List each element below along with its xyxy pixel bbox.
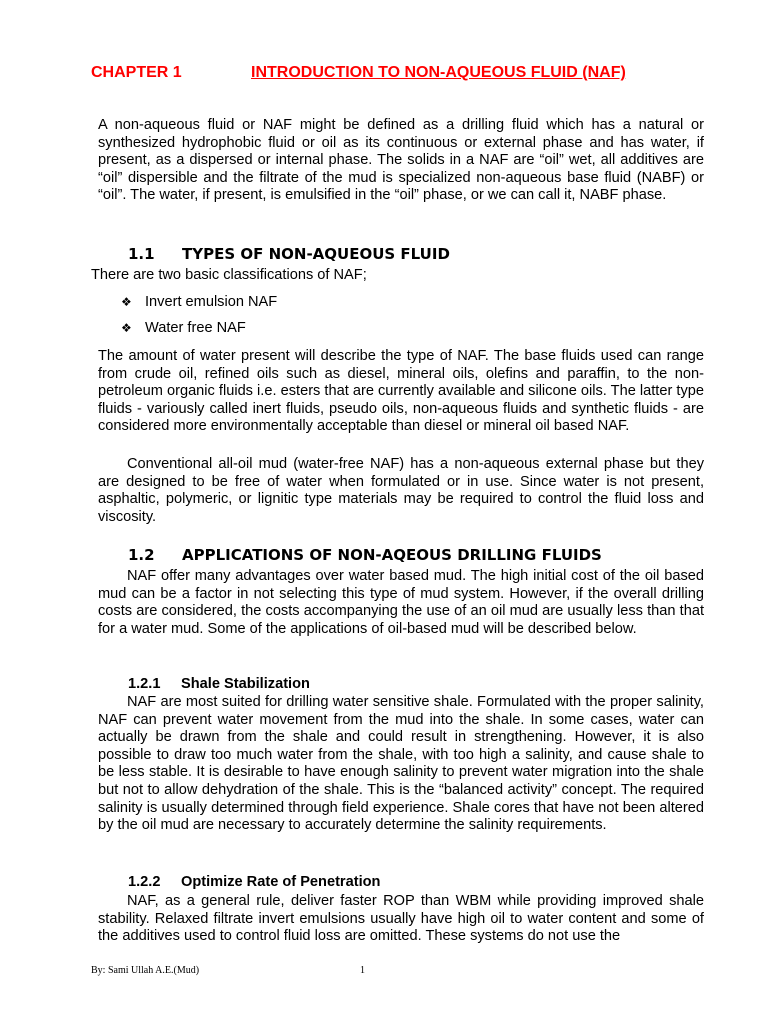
bullet-text: Water free NAF	[145, 320, 246, 336]
section-title: APPLICATIONS OF NON-AQEOUS DRILLING FLUIDS	[182, 546, 602, 564]
intro-paragraph: A non-aqueous fluid or NAF might be defined as a drilling fluid which has a natural or synthesized hydrophobic fluid or oil as its continuous or external phase and has water, if present, as a dispersed or internal phase. The solids in a NAF are “oil” wet, all additives are “oil” dispersible and the filtrate of the mud is specialized non-aqueous base fluid (NABF) or “oil”. The water, if present, is emulsified in the “oil” phase, or we can call it, NABF phase.	[98, 117, 704, 204]
section-number: 1.2.1	[128, 676, 161, 692]
all-oil-mud-paragraph: Conventional all-oil mud (water-free NAF) has a non-aqueous external phase but they are designed to be free of water when formulated or in use. Since water is not present, asphaltic, polymeric, or lignitic type materials may be required to control the fluid loss and viscosity.	[98, 456, 704, 525]
bullet-item	[121, 320, 246, 336]
chapter-title: INTRODUCTION TO NON-AQUEOUS FLUID (NAF)	[251, 64, 626, 81]
section-title: TYPES OF NON-AQUEOUS FLUID	[182, 245, 450, 263]
bullet-text: Invert emulsion NAF	[145, 294, 278, 310]
section-title: Optimize Rate of Penetration	[181, 874, 381, 890]
diamond-bullet-icon: ❖	[121, 295, 132, 309]
section-title: Shale Stabilization	[181, 676, 310, 692]
section-1-2-heading	[128, 546, 602, 564]
section-number: 1.1	[128, 245, 155, 263]
bullet-item	[121, 294, 277, 310]
section-number: 1.2	[128, 546, 155, 564]
diamond-bullet-icon: ❖	[121, 321, 132, 335]
classification-lead: There are two basic classifications of NAF;	[91, 267, 367, 283]
section-1-1-heading	[128, 245, 450, 263]
section-1-2-2-heading	[128, 874, 380, 890]
types-paragraph: The amount of water present will describe the type of NAF. The base fluids used can range from crude oil, refined oils such as diesel, mineral oils, olefins and paraffin, to the non-petroleum organic fluids i.e. esters that are currently available and silicone oils. The latter type fluids - variously called inert fluids, pseudo oils, non-aqueous fluids and synthetic fluids - are considered more environmentally acceptable than diesel or mineral oil based NAF.	[98, 348, 704, 435]
page-number: 1	[360, 965, 365, 976]
chapter-number: CHAPTER 1	[91, 64, 182, 81]
section-number: 1.2.2	[128, 874, 161, 890]
shale-stabilization-paragraph: NAF are most suited for drilling water sensitive shale. Formulated with the proper salinity, NAF can prevent water movement from the mud into the shale. In some cases, water can actually be drawn from the shale and could result in strengthening. However, it is also possible to draw too much water from the shale, with too high a salinity, and cause shale to be less stable. It is desirable to have enough salinity to prevent water migration into the shale but not to allow dehydration of the shale. This is the “balanced activity” concept. The required salinity is usually determined through field experience. Shale cores that have not been altered by the oil mud are necessary to accurately determine the salinity requirements.	[98, 694, 704, 834]
rop-paragraph: NAF, as a general rule, deliver faster ROP than WBM while providing improved shale stability. Relaxed filtrate invert emulsions usually have high oil to water content and some of the additives used to control fluid loss are omitted. These systems do not use the	[98, 893, 704, 945]
footer-author: By: Sami Ullah A.E.(Mud)	[91, 965, 200, 976]
applications-paragraph: NAF offer many advantages over water based mud. The high initial cost of the oil based mud can be a factor in not selecting this type of mud system. However, if the overall drilling costs are considered, the costs accompanying the use of an oil mud are usually less than that for a water mud. Some of the applications of oil-based mud will be described below.	[98, 568, 704, 637]
section-1-2-1-heading	[128, 676, 310, 692]
